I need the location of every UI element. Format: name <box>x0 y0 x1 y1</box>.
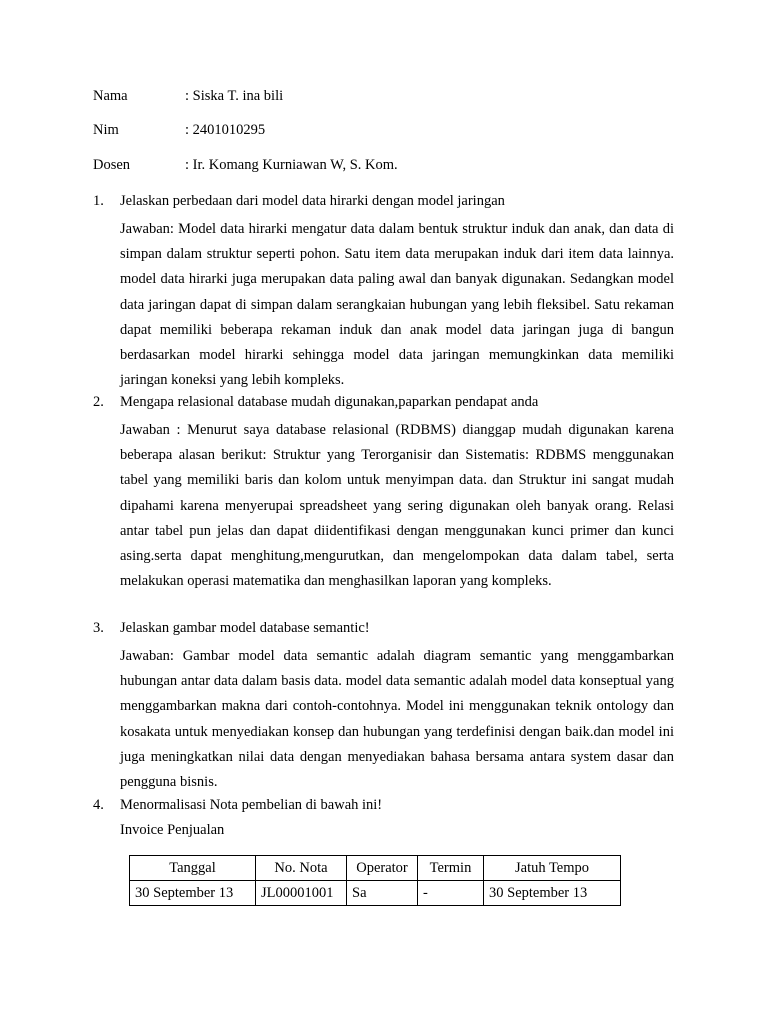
cell-jatuh-tempo: 30 September 13 <box>484 881 621 906</box>
invoice-title: Invoice Penjualan <box>120 822 225 838</box>
answer-text: Jawaban: Model data hirarki mengatur data dalam bentuk struktur induk dan anak, dan data di simpan dalam struktur seperti pohon. Satu item data merupakan induk dari item data lainnya. model data hirarki juga merupakan data paling awal dan banyak digunakan. Sedangkan model data jaringan dapat di simpan dalam serangkaian hubungan yang lebih fleksibel. Satu rekaman dapat memiliki beberapa rekaman induk dan anak model data jaringan juga di bangun berdasarkan model hirarki sehingga model data jaringan memungkinkan data memiliki jaringan koneksi yang lebih kompleks. <box>120 221 674 389</box>
header-termin: Termin <box>418 856 484 881</box>
dosen-value: : Ir. Komang Kurniawan W, S. Kom. <box>185 157 398 173</box>
nim-label: Nim <box>93 122 119 138</box>
question-number: 1. <box>93 193 104 209</box>
nim-value: : 2401010295 <box>185 122 266 138</box>
answer-text: Jawaban: Gambar model data semantic adalah diagram semantic yang menggambarkan hubungan antar data dalam basis data. model data semantic adalah model data konseptual yang menggambarkan makna dari contoh-contohnya. Model ini menggunakan teknik ontology dan kosakata untuk menyediakan konsep dan hubungan yang terdefinisi dengan baik.dan model ini juga meningkatkan nilai data dengan menyediakan bahasa bersama antara system dasar dan pengguna bisnis. <box>120 648 674 791</box>
cell-tanggal: 30 September 13 <box>130 881 256 906</box>
question-number: 2. <box>93 394 104 410</box>
cell-no-nota: JL00001001 <box>256 881 347 906</box>
cell-operator: Sa <box>347 881 418 906</box>
question-number: 4. <box>93 797 104 813</box>
table-row <box>130 881 621 906</box>
invoice-table <box>129 855 621 906</box>
table-header-row <box>130 856 621 881</box>
answer-text: Jawaban : Menurut saya database relasional (RDBMS) dianggap mudah digunakan karena beberapa alasan berikut: Struktur yang Terorganisir dan Sistematis: RDBMS menggunakan tabel yang memiliki baris dan kolom untuk menyimpan data. dan Struktur ini sangat mudah dipahami karena menyerupai spreadsheet yang sering digunakan oleh banyak orang. Relasi antar tabel pun jelas dan dapat diidentifikasi dengan menggunakan kunci primer dan kunci asing.serta dapat menghitung,mengurutkan, dan mengelompokan data dalam tabel, serta melakukan operasi matematika dan menghasilkan laporan yang kompleks. <box>120 422 674 590</box>
header-jatuh-tempo: Jatuh Tempo <box>484 856 621 881</box>
question-number: 3. <box>93 620 104 636</box>
header-operator: Operator <box>347 856 418 881</box>
question-text: Menormalisasi Nota pembelian di bawah ini! <box>120 797 383 813</box>
nama-value: : Siska T. ina bili <box>185 88 284 104</box>
question-text: Mengapa relasional database mudah digunakan,paparkan pendapat anda <box>120 394 539 410</box>
question-text: Jelaskan gambar model database semantic! <box>120 620 370 636</box>
cell-termin: - <box>418 881 484 906</box>
header-no-nota: No. Nota <box>256 856 347 881</box>
question-text: Jelaskan perbedaan dari model data hirarki dengan model jaringan <box>120 193 505 209</box>
header-tanggal: Tanggal <box>130 856 256 881</box>
dosen-label: Dosen <box>93 157 131 173</box>
nama-label: Nama <box>93 88 128 104</box>
